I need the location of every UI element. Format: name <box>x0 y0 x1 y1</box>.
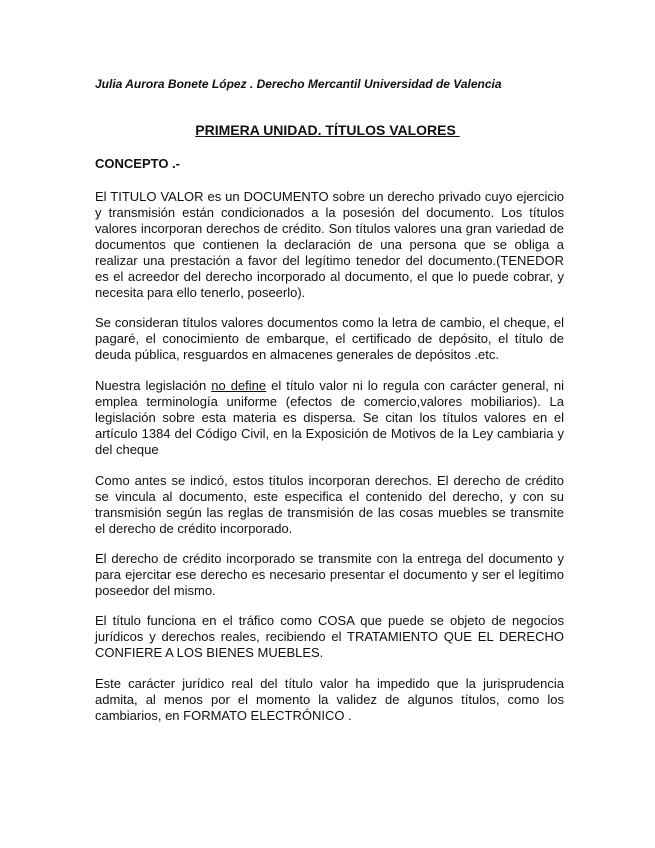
section-heading: CONCEPTO .- <box>95 156 180 171</box>
paragraph-rights: Como antes se indicó, estos títulos incorporan derechos. El derecho de crédito se vincula al documento, este especifica el contenido del derecho, y con su transmisión según las reglas de transmisión de las cosas muebles se transmite el derecho de crédito incorporado. <box>95 473 564 536</box>
paragraph-definition: El TITULO VALOR es un DOCUMENTO sobre un derecho privado cuyo ejercicio y transmisión están condicionados a la posesión del documento. Los títulos valores incorporan derechos de crédito. Son títulos valores una gran variedad de documentos que contienen la declaración de una persona que se obliga a realizar una prestación a favor del legítimo tenedor del documento.(TENEDOR es el acreedor del derecho incorporado al documento, el que lo puede cobrar, y necesita para ello tenerlo, poseerlo). <box>95 189 564 300</box>
paragraph-examples: Se consideran títulos valores documentos como la letra de cambio, el cheque, el pagaré, el conocimiento de embarque, el certificado de depósito, el título de deuda pública, resguardos en almacenes generales de depósitos .etc. <box>95 315 564 362</box>
paragraph-thing: El título funciona en el tráfico como COSA que puede se objeto de negocios jurídicos y derechos reales, recibiendo el TRATAMIENTO QUE EL DERECHO CONFIERE A LOS BIENES MUEBLES. <box>95 613 564 660</box>
legislation-underlined-text: no define <box>211 378 267 393</box>
paragraph-transmission: El derecho de crédito incorporado se transmite con la entrega del documento y para ejercitar ese derecho es necesario presentar el documento y ser el legítimo poseedor del mismo. <box>95 551 564 598</box>
page-title-text: PRIMERA UNIDAD. TÍTULOS VALORES <box>195 122 460 138</box>
paragraph-legislation <box>95 378 564 458</box>
page-title <box>0 122 655 138</box>
paragraph-electronic: Este carácter jurídico real del título valor ha impedido que la jurisprudencia admita, al menos por el momento la validez de algunos títulos, como los cambiarios, en FORMATO ELECTRÓNICO . <box>95 676 564 723</box>
legislation-text-after: el título valor ni lo regula con carácter general, ni emplea terminología uniforme (efectos de comercio,valores mobiliarios). La legislación sobre esta materia es dispersa. Se citan los títulos valores en el artículo 1384 del Código Civil, en la Exposición de Motivos de la Ley cambiaria y del cheque <box>95 378 564 457</box>
legislation-text-before: Nuestra legislación <box>95 378 212 393</box>
author-header: Julia Aurora Bonete López . Derecho Mercantil Universidad de Valencia <box>95 77 502 91</box>
